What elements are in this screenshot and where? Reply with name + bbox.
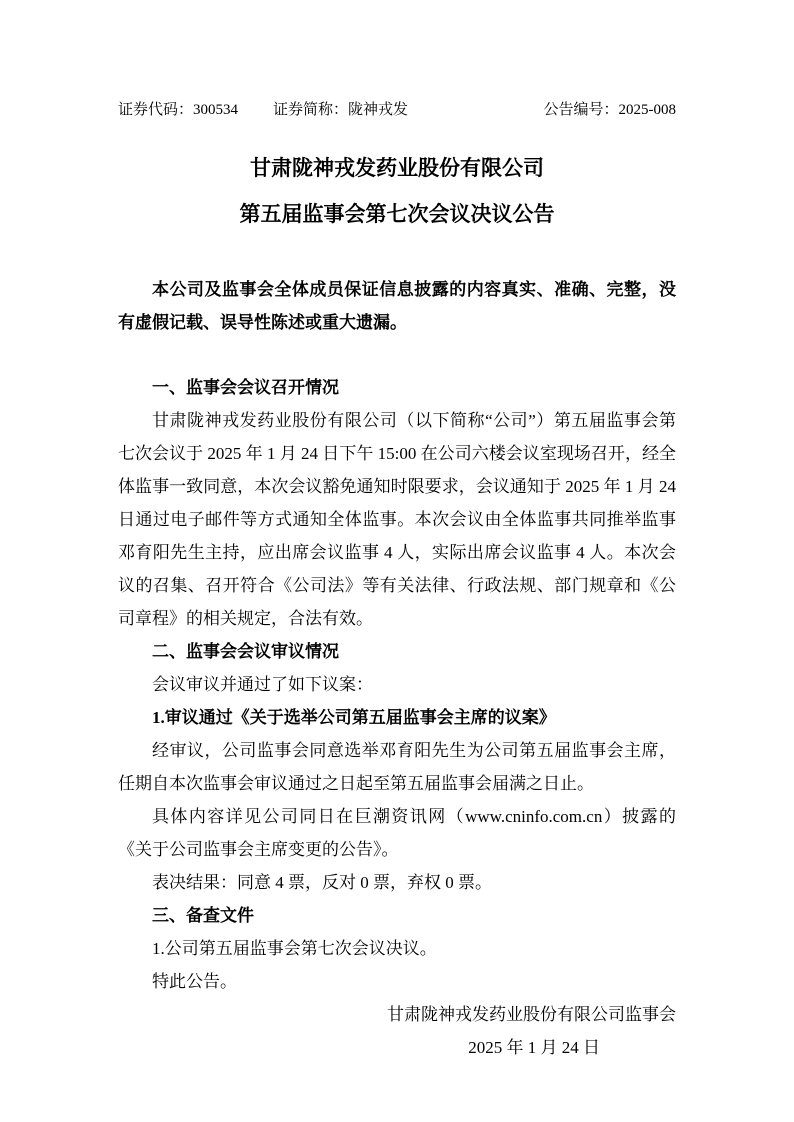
company-title: 甘肃陇神戎发药业股份有限公司 [250,156,544,180]
proposal-1-heading: 1.审议通过《关于选举公司第五届监事会主席的议案》 [152,708,556,727]
signature-date: 2025 年 1 月 24 日 [468,1038,600,1057]
disclosure-statement: 本公司及监事会全体成员保证信息披露的内容真实、准确、完整，没有虚假记载、误导性陈述或重大遗漏。 [118,280,676,332]
proposal-1-disclosure: 具体内容详见公司同日在巨潮资讯网（www.cninfo.com.cn）披露的《关于公司监事会主席变更的公告》。 [118,807,676,859]
section-1-paragraph: 甘肃陇神戎发药业股份有限公司（以下简称“公司”）第五届监事会第七次会议于 2025 年 1 月 24 日下午 15:00 在公司六楼会议室现场召开，经全体监事一致同意，本次会议豁免通知时限要求，会议通知于 2025 年 1 月 24 日通过电子邮件等方式通知全体监事。本次会议由全体监事共同推举监事邓育阳先生主持，应出席会议监事 4 人，实际出席会议监事 4 人。本次会议的召集、召开符合《公司法》等有关法律、行政法规、部门规章和《公司章程》的相关规定，合法有效。 [118,411,676,628]
announcement-number: 公告编号：2025-008 [543,102,676,118]
proposal-1-vote-result: 表决结果：同意 4 票，反对 0 票，弃权 0 票。 [152,873,492,892]
closing-remark: 特此公告。 [152,972,237,991]
signature-block [118,998,676,1064]
proposal-1-detail: 经审议，公司监事会同意选举邓育阳先生为公司第五届监事会主席，任期自本次监事会审议通过之日起至第五届监事会届满之日止。 [118,741,676,793]
section-3-heading: 三、备查文件 [152,906,254,925]
section-1-heading: 一、监事会会议召开情况 [152,378,339,397]
document-body [118,371,676,1064]
announcement-title: 第五届监事会第七次会议决议公告 [239,202,555,226]
stock-abbreviation: 证券简称：陇神戎发 [273,102,409,118]
section-2-intro: 会议审议并通过了如下议案： [152,675,373,694]
document-header [118,100,676,121]
section-3-item: 1.公司第五届监事会第七次会议决议。 [152,939,437,958]
stock-code: 证券代码：300534 [118,102,239,118]
section-2-heading: 二、监事会会议审议情况 [152,642,339,661]
signature-company: 甘肃陇神戎发药业股份有限公司监事会 [387,1005,676,1024]
